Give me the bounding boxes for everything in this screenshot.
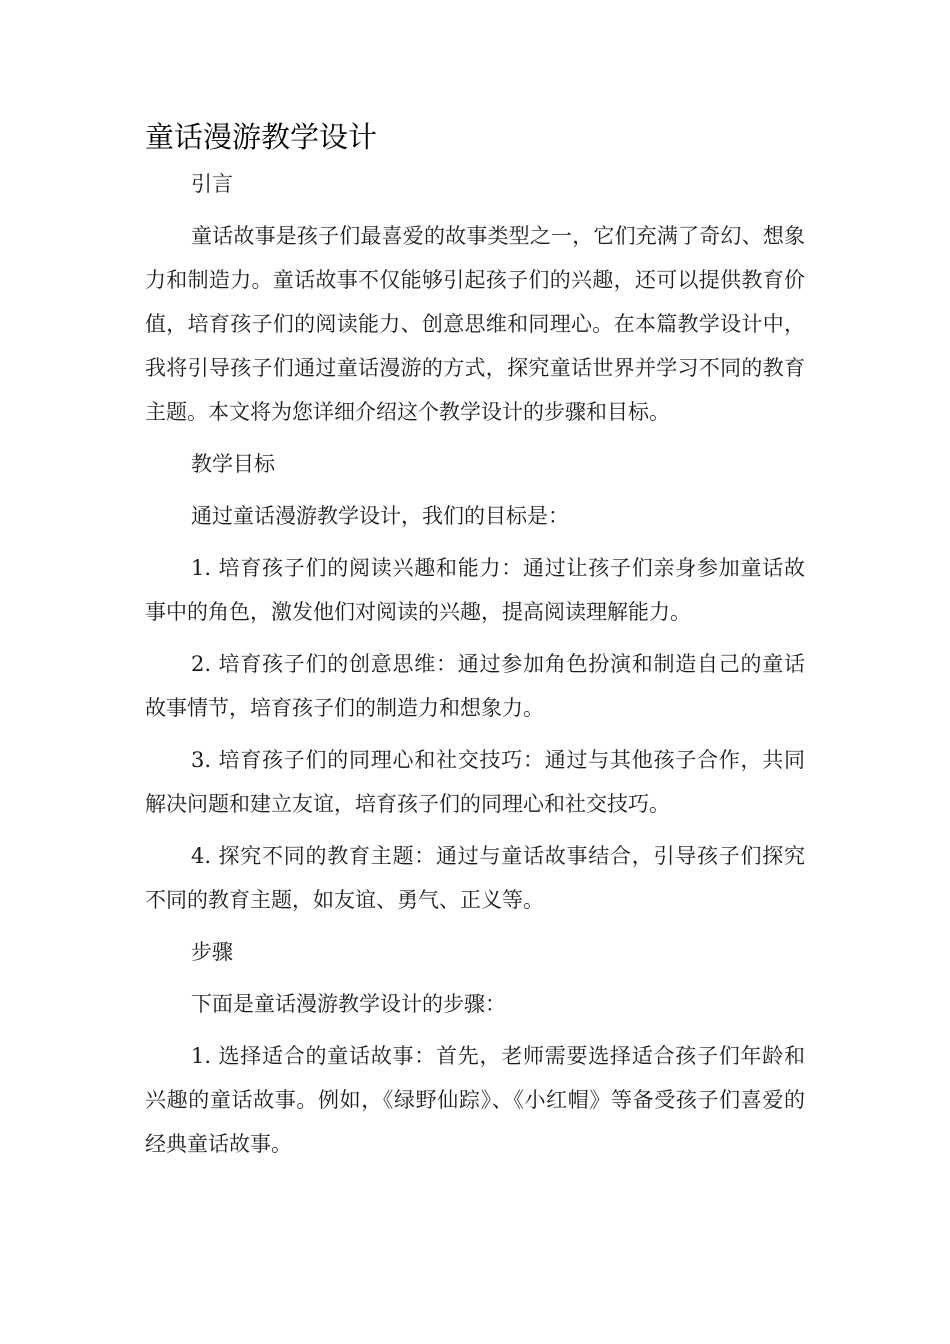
document-body bbox=[145, 112, 805, 1166]
document-title: 童话漫游教学设计 bbox=[145, 120, 378, 154]
goal-item-4: 4. 探究不同的教育主题：通过与童话故事结合，引导孩子们探究不同的教育主题，如友谊、勇气、正义等。 bbox=[145, 844, 805, 912]
intro-paragraph: 童话故事是孩子们最喜爱的故事类型之一，它们充满了奇幻、想象力和制造力。童话故事不仅能够引起孩子们的兴趣，还可以提供教育价值，培育孩子们的阅读能力、创意思维和同理心。在本篇教学设计中，我将引导孩子们通过童话漫游的方式，探究童话世界并学习不同的教育主题。本文将为您详细介绍这个教学设计的步骤和目标。 bbox=[145, 224, 805, 424]
goal-item-2: 2. 培育孩子们的创意思维：通过参加角色扮演和制造自己的童话故事情节，培育孩子们的制造力和想象力。 bbox=[145, 652, 805, 720]
section-heading-intro: 引言 bbox=[191, 172, 233, 196]
steps-lead-paragraph: 下面是童话漫游教学设计的步骤： bbox=[191, 992, 506, 1016]
step-item-1: 1. 选择适合的童话故事：首先，老师需要选择适合孩子们年龄和兴趣的童话故事。例如，《绿野仙踪》、《小红帽》等备受孩子们喜爱的经典童话故事。 bbox=[145, 1044, 805, 1156]
section-heading-steps: 步骤 bbox=[191, 940, 233, 964]
goal-item-3: 3. 培育孩子们的同理心和社交技巧：通过与其他孩子合作，共同解决问题和建立友谊，培育孩子们的同理心和社交技巧。 bbox=[145, 748, 805, 816]
goals-lead-paragraph: 通过童话漫游教学设计，我们的目标是： bbox=[191, 504, 569, 528]
section-heading-goals: 教学目标 bbox=[191, 452, 275, 476]
goal-item-1: 1. 培育孩子们的阅读兴趣和能力：通过让孩子们亲身参加童话故事中的角色，激发他们对阅读的兴趣，提高阅读理解能力。 bbox=[145, 556, 805, 624]
